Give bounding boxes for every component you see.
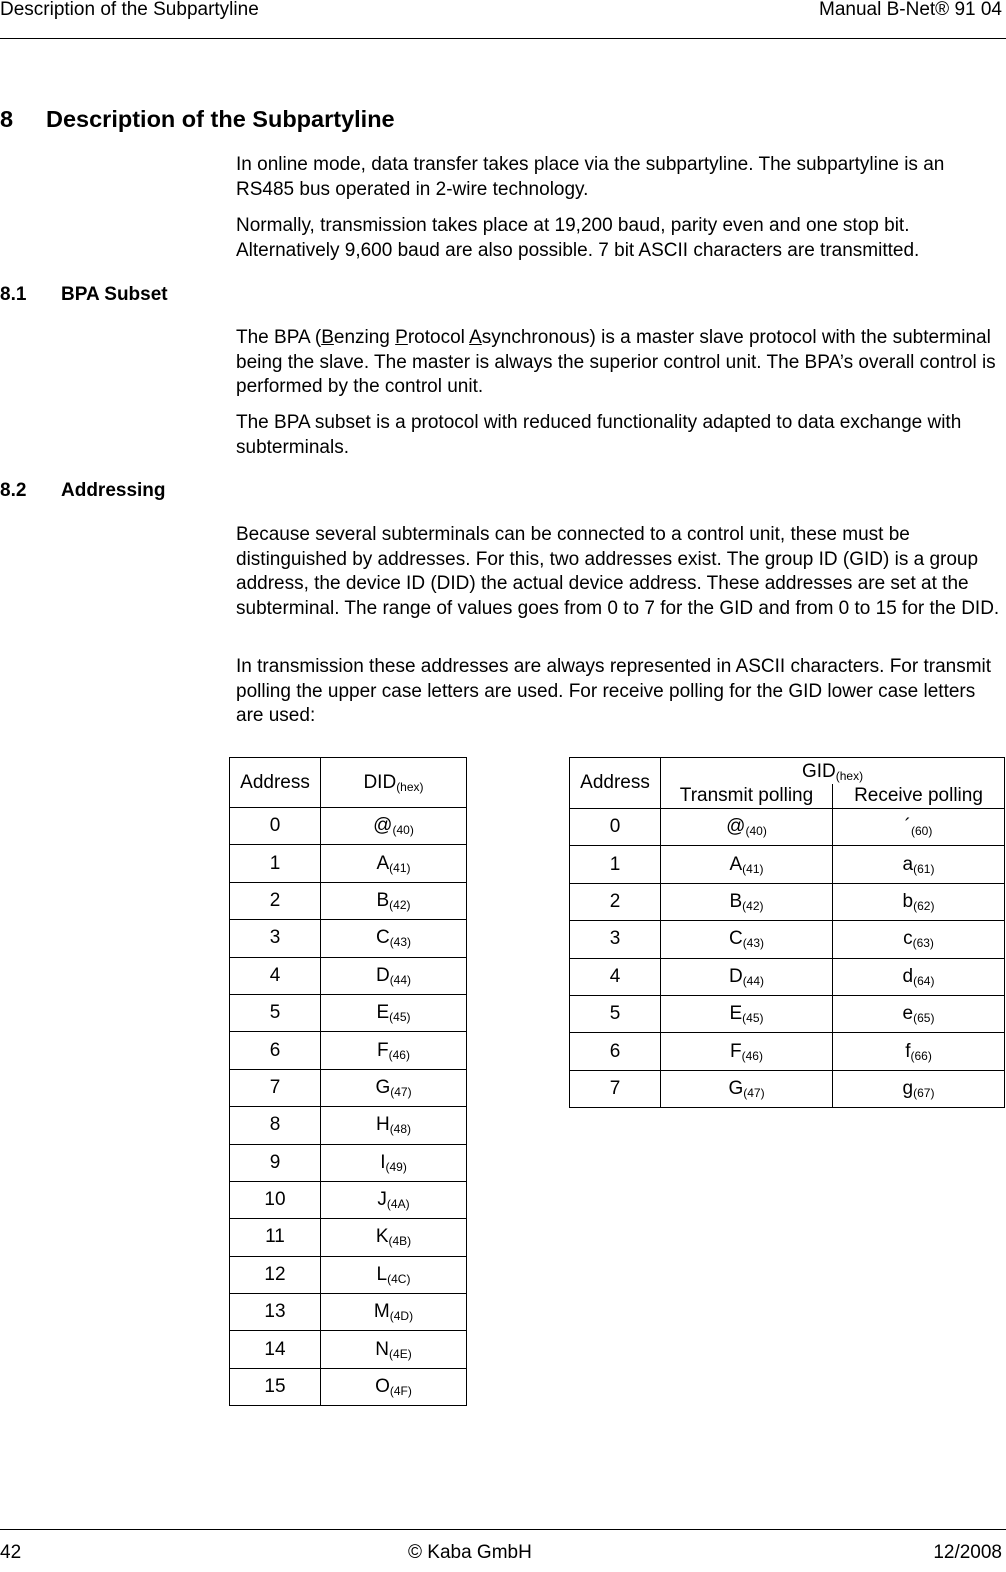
did-header-did: $DID_{(hex)}$: [321, 758, 467, 808]
did-header-address: Address: [230, 758, 321, 808]
page-footer: [0, 1529, 1006, 1572]
paragraph: The BPA subset is a protocol with reduced functionality adapted to data exchange with subterminals.: [236, 412, 962, 458]
paragraph: In online mode, data transfer takes place via the subpartyline. The subpartyline is an RS485 bus operated in 2-wire technology.: [236, 154, 945, 200]
gid-receive-cell: $a_{(61)}$: [833, 846, 1005, 883]
did-address-cell: 4: [230, 957, 321, 994]
table-row: [230, 1368, 467, 1405]
table-row: [230, 845, 467, 882]
subsection-number: 8.1: [0, 284, 27, 305]
did-address-cell: 3: [230, 920, 321, 957]
did-address-cell: 0: [230, 808, 321, 845]
header-manual: Manual B-Net® 91 04: [819, 0, 1002, 20]
gid-receive-cell: $b_{(62)}$: [833, 883, 1005, 920]
did-value-cell: $C_{(43)}$: [321, 920, 467, 957]
table-row: [570, 1033, 1005, 1070]
paragraph: In transmission these addresses are always represented in ASCII characters. For transmit polling the upper case letters are used. For receive polling for the GID lower case letters are used:: [236, 656, 992, 726]
gid-transmit-cell: $D_{(44)}$: [661, 958, 833, 995]
gid-address-cell: 7: [570, 1070, 661, 1107]
table-row: [570, 883, 1005, 920]
table-row: [230, 882, 467, 919]
page-number: 42: [0, 1542, 22, 1563]
table-row: [230, 1331, 467, 1368]
subsection-heading-bpa: [0, 284, 168, 306]
footer-date: 12/2008: [933, 1542, 1002, 1563]
did-value-cell: $H_{(48)}$: [321, 1107, 467, 1144]
did-value-cell: $N_{(4E)}$: [321, 1331, 467, 1368]
gid-transmit-cell: $B_{(42)}$: [661, 883, 833, 920]
gid-header-transmit: Transmit polling: [661, 784, 833, 809]
table-row: [570, 1070, 1005, 1107]
gid-header-gid: $GID_{(hex)}$: [661, 758, 1005, 785]
gid-receive-cell: $f_{(66)}$: [833, 1033, 1005, 1070]
did-address-cell: 2: [230, 882, 321, 919]
table-row: [570, 846, 1005, 883]
gid-address-cell: 5: [570, 995, 661, 1032]
gid-address-cell: 4: [570, 958, 661, 995]
subsection-heading-addressing: [0, 480, 166, 502]
did-value-cell: $G_{(47)}$: [321, 1069, 467, 1106]
did-value-cell: $A_{(41)}$: [321, 845, 467, 882]
did-value-cell: $I_{(49)}$: [321, 1144, 467, 1181]
gid-transmit-cell: $@_{(40)}$: [661, 809, 833, 846]
did-table: [229, 757, 467, 1406]
table-row: [230, 1032, 467, 1069]
table-row: [230, 808, 467, 845]
did-value-cell: $K_{(4B)}$: [321, 1219, 467, 1256]
paragraph-bpa: The BPA (Benzing Protocol Asynchronous) is a master slave protocol with the subterminal being the slave. The master is always the superior control unit. The BPA’s overall control is performed by the control unit.: [236, 327, 996, 397]
table-row: [230, 1256, 467, 1293]
table-row: [230, 1219, 467, 1256]
did-address-cell: 15: [230, 1368, 321, 1405]
gid-transmit-cell: $F_{(46)}$: [661, 1033, 833, 1070]
table-row: [230, 1294, 467, 1331]
gid-header-receive: Receive polling: [833, 784, 1005, 809]
table-row: [230, 920, 467, 957]
did-address-cell: 5: [230, 994, 321, 1031]
gid-receive-cell: $c_{(63)}$: [833, 921, 1005, 958]
page-header: [0, 0, 1006, 39]
did-address-cell: 1: [230, 845, 321, 882]
did-address-cell: 10: [230, 1181, 321, 1218]
did-value-cell: $B_{(42)}$: [321, 882, 467, 919]
header-title: Description of the Subpartyline: [0, 0, 259, 20]
gid-transmit-cell: $G_{(47)}$: [661, 1070, 833, 1107]
did-address-cell: 7: [230, 1069, 321, 1106]
gid-address-cell: 0: [570, 809, 661, 846]
did-value-cell: $L_{(4C)}$: [321, 1256, 467, 1293]
table-row: [230, 1107, 467, 1144]
gid-receive-cell: $´_{(60)}$: [833, 809, 1005, 846]
gid-receive-cell: $e_{(65)}$: [833, 995, 1005, 1032]
gid-address-cell: 1: [570, 846, 661, 883]
section-title: Description of the Subpartyline: [46, 106, 395, 132]
did-value-cell: $F_{(46)}$: [321, 1032, 467, 1069]
gid-header-address: Address: [570, 758, 661, 809]
gid-address-cell: 2: [570, 883, 661, 920]
did-value-cell: $M_{(4D)}$: [321, 1294, 467, 1331]
section-number: 8: [0, 106, 14, 132]
did-address-cell: 11: [230, 1219, 321, 1256]
paragraph: Normally, transmission takes place at 19,200 baud, parity even and one stop bit. Alternatively 9,600 baud are also possible. 7 bit ASCII characters are transmitted.: [236, 215, 920, 261]
footer-company: © Kaba GmbH: [408, 1542, 532, 1563]
did-address-cell: 9: [230, 1144, 321, 1181]
gid-table: [569, 757, 1005, 1108]
did-address-cell: 8: [230, 1107, 321, 1144]
subsection-number: 8.2: [0, 480, 27, 501]
gid-address-cell: 3: [570, 921, 661, 958]
subsection-title: BPA Subset: [61, 284, 168, 305]
table-row: [230, 1144, 467, 1181]
table-row: [230, 1181, 467, 1218]
paragraph: Because several subterminals can be connected to a control unit, these must be distinguished by addresses. For this, two addresses exist. The group ID (GID) is a group address, the device ID (DID) the actual device address. These addresses are set at the subterminal. The range of values goes from 0 to 7 for the GID and from 0 to 15 for the DID.: [236, 524, 1000, 619]
section-heading: [0, 106, 395, 133]
table-row: [230, 957, 467, 994]
did-address-cell: 12: [230, 1256, 321, 1293]
table-row: [570, 995, 1005, 1032]
gid-receive-cell: $g_{(67)}$: [833, 1070, 1005, 1107]
gid-transmit-cell: $C_{(43)}$: [661, 921, 833, 958]
did-address-cell: 14: [230, 1331, 321, 1368]
subsection-title: Addressing: [61, 480, 166, 501]
table-row: [570, 958, 1005, 995]
table-row: [230, 1069, 467, 1106]
gid-address-cell: 6: [570, 1033, 661, 1070]
did-value-cell: $D_{(44)}$: [321, 957, 467, 994]
did-value-cell: $@_{(40)}$: [321, 808, 467, 845]
gid-transmit-cell: $E_{(45)}$: [661, 995, 833, 1032]
did-value-cell: $E_{(45)}$: [321, 994, 467, 1031]
did-address-cell: 13: [230, 1294, 321, 1331]
gid-transmit-cell: $A_{(41)}$: [661, 846, 833, 883]
did-value-cell: $J_{(4A)}$: [321, 1181, 467, 1218]
table-row: [230, 994, 467, 1031]
gid-receive-cell: $d_{(64)}$: [833, 958, 1005, 995]
table-row: [570, 809, 1005, 846]
did-address-cell: 6: [230, 1032, 321, 1069]
table-row: [570, 921, 1005, 958]
did-value-cell: $O_{(4F)}$: [321, 1368, 467, 1405]
